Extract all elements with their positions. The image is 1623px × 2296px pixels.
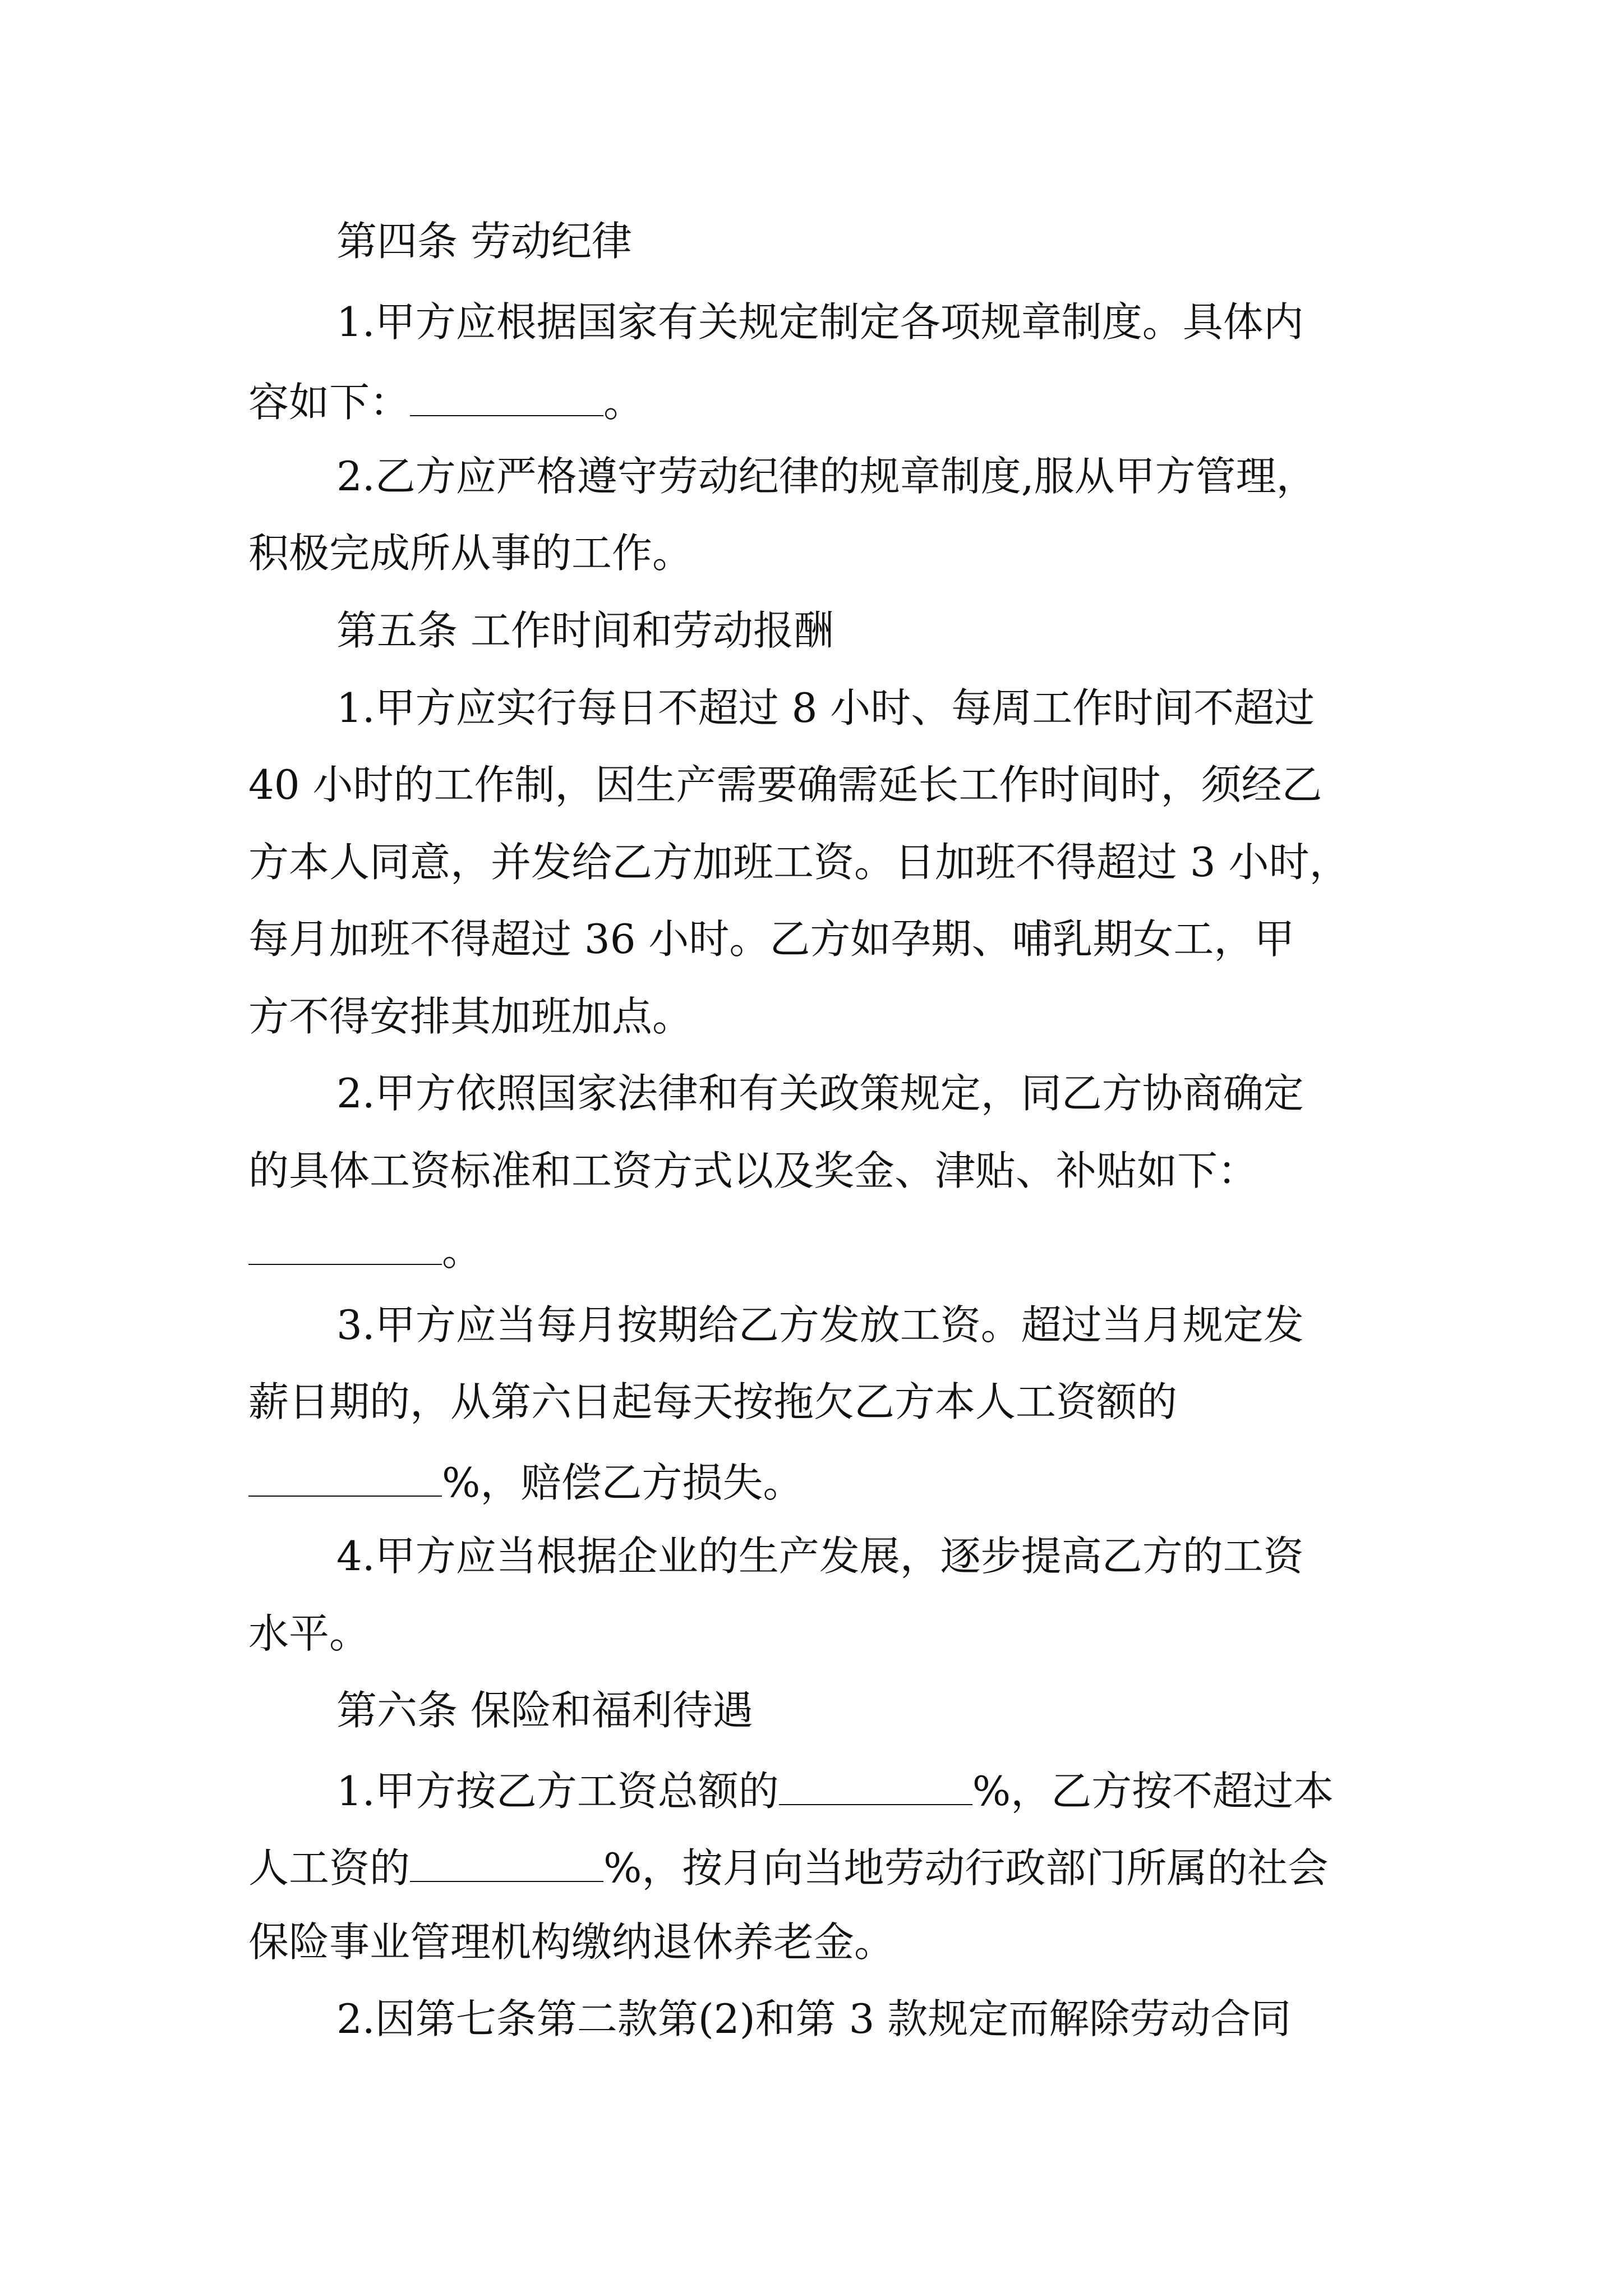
article-6-para-1-line-2 (248, 1844, 1381, 1892)
article-5-para-1-line-3: 方本人同意，并发给乙方加班工资。日加班不得超过 3 小时， (248, 839, 1350, 886)
article-4-para-1-line-2-end: 。 (603, 378, 644, 426)
fill-in-blank (779, 1768, 972, 1805)
fill-in-blank (410, 1844, 603, 1882)
article-4-para-2-line-2: 积极完成所从事的工作。 (248, 530, 693, 577)
article-5-para-4-line-1: 4.甲方应当根据企业的生产发展，逐步提高乙方的工资 (336, 1533, 1304, 1580)
article-5-para-4-line-2: 水平。 (248, 1610, 370, 1657)
article-4-heading: 第四条 劳动纪律 (336, 218, 632, 265)
article-6-para-2-line-1: 2.因第七条第二款第(2)和第 3 款规定而解除劳动合同 (336, 1995, 1292, 2042)
article-5-para-1-line-1: 1.甲方应实行每日不超过 8 小时、每周工作时间不超过 (336, 684, 1315, 731)
article-6-para-1-line-1-end: %，乙方按不超过本 (972, 1767, 1334, 1815)
article-5-para-3-line-2: 薪日期的，从第六日起每天按拖欠乙方本人工资额的 (248, 1378, 1178, 1425)
fill-in-blank (248, 1459, 442, 1497)
article-4-para-1-line-2-text: 容如下： (248, 378, 411, 426)
article-5-para-2-line-2: 的具体工资标准和工资方式以及奖金、津贴、补贴如下： (248, 1147, 1258, 1194)
article-4-para-1-line-1: 1.甲方应根据国家有关规定制定各项规章制度。具体内 (336, 298, 1304, 346)
article-6-para-1-line-2-end: %，按月向当地劳动行政部门所属的社会 (603, 1844, 1329, 1892)
fill-in-blank (248, 1227, 442, 1265)
article-5-para-3-line-3-text: %，赔偿乙方损失。 (442, 1458, 804, 1506)
article-5-para-1-line-4: 每月加班不得超过 36 小时。乙方如孕期、哺乳期女工，甲 (248, 915, 1295, 963)
article-5-heading: 第五条 工作时间和劳动报酬 (336, 607, 834, 654)
article-6-para-1-line-1 (336, 1767, 1469, 1815)
article-5-para-2-line-1: 2.甲方依照国家法律和有关政策规定，同乙方协商确定 (336, 1070, 1304, 1117)
article-5-para-3-line-3 (248, 1458, 1381, 1506)
article-4-para-1-line-2 (248, 378, 1381, 426)
article-5-para-2-line-3 (248, 1227, 1381, 1274)
article-5-para-1-line-5: 方不得安排其加班加点。 (248, 993, 693, 1040)
article-5-para-1-line-2: 40 小时的工作制，因生产需要确需延长工作时间时，须经乙 (248, 761, 1322, 808)
fill-in-blank (410, 379, 603, 416)
article-6-para-1-line-1-text: 1.甲方按乙方工资总额的 (336, 1767, 779, 1815)
article-6-para-1-line-2-text: 人工资的 (248, 1844, 411, 1892)
article-6-heading: 第六条 保险和福利待遇 (336, 1687, 753, 1734)
article-4-para-2-line-1: 2.乙方应严格遵守劳动纪律的规章制度,服从甲方管理， (336, 453, 1317, 500)
article-5-para-3-line-1: 3.甲方应当每月按期给乙方发放工资。超过当月规定发 (336, 1301, 1304, 1349)
article-6-para-1-line-3: 保险事业管理机构缴纳退休养老金。 (248, 1918, 895, 1966)
article-5-para-2-line-3-end: 。 (442, 1227, 483, 1274)
